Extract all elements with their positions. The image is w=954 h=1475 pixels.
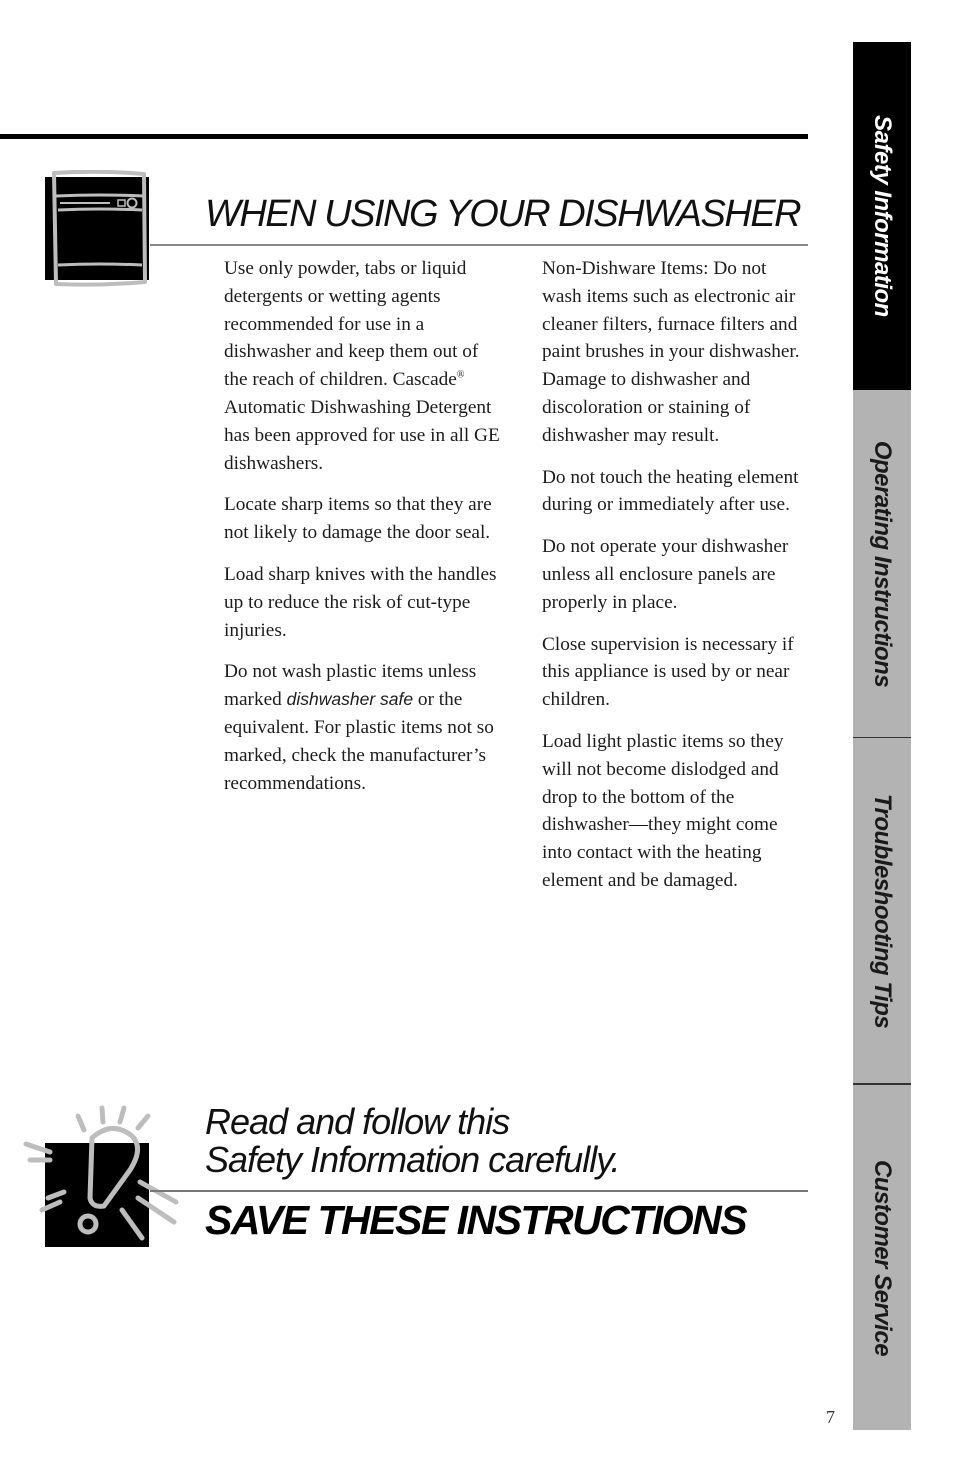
detergent-paragraph [224,255,500,477]
tab-safety-information[interactable] [853,42,911,390]
dishwasher-safe-term: dishwasher safe [286,689,414,710]
left-column [224,255,500,811]
read-line-2: Safety Information carefully. [205,1139,620,1180]
sharp-knives-paragraph: Load sharp knives with the handles up to reduce the risk of cut-type injuries. [224,563,497,641]
heating-element-paragraph: Do not touch the heating element during or immediately after use. [542,466,799,516]
read-line-1: Read and follow this [205,1101,510,1142]
dishwasher-icon [44,170,152,288]
plastic-text-b: or the equivalent. For plastic items not so marked, check the manufacturer’s recommendations. [224,689,494,794]
read-follow-text [205,1103,620,1179]
tab-label-customer: Customer Service [869,1159,896,1356]
section-title: WHEN USING YOUR DISHWASHER [205,193,801,235]
plastic-text-a: Do not wash plastic items unless marked [224,661,477,711]
detergent-text-a: Use only powder, tabs or liquid detergents or wetting agents recommended for use in a dishwasher and keep them out of the reach of children. Cascade [224,258,479,391]
plastic-items-paragraph [224,658,500,797]
page-number: 7 [826,1407,835,1427]
light-plastic-paragraph: Load light plastic items so they will not become dislodged and drop to the bottom of the dishwasher—they might come into contact with the heating element and be damaged. [542,730,784,891]
detergent-text-b: Automatic Dishwashing Detergent has been approved for use in all GE dishwashers. [224,396,500,474]
registered-mark: ® [456,369,465,381]
bottom-rule [150,1190,808,1192]
top-rule [0,134,808,139]
tab-label-troubleshooting: Troubleshooting Tips [869,793,896,1028]
tab-label-operating: Operating Instructions [869,440,896,687]
tab-troubleshooting-tips[interactable] [853,738,911,1083]
enclosure-panels-paragraph: Do not operate your dishwasher unless all enclosure panels are properly in place. [542,536,789,613]
tab-label-safety: Safety Information [869,115,896,317]
exclamation-warning-icon [20,1098,180,1250]
tab-operating-instructions[interactable] [853,390,911,737]
title-rule [150,244,808,246]
save-instructions-heading: SAVE THESE INSTRUCTIONS [205,1197,747,1243]
right-column [542,255,810,909]
tab-customer-service[interactable] [853,1085,911,1430]
non-dishware-paragraph: Non-Dishware Items: Do not wash items such as electronic air cleaner filters, furnace filters and paint brushes in your dishwasher. Damage to dishwasher and discoloration or staining of dishwasher may result. [542,258,800,446]
supervision-paragraph: Close supervision is necessary if this appliance is used by or near children. [542,633,794,711]
sharp-items-paragraph: Locate sharp items so that they are not likely to damage the door seal. [224,494,492,544]
